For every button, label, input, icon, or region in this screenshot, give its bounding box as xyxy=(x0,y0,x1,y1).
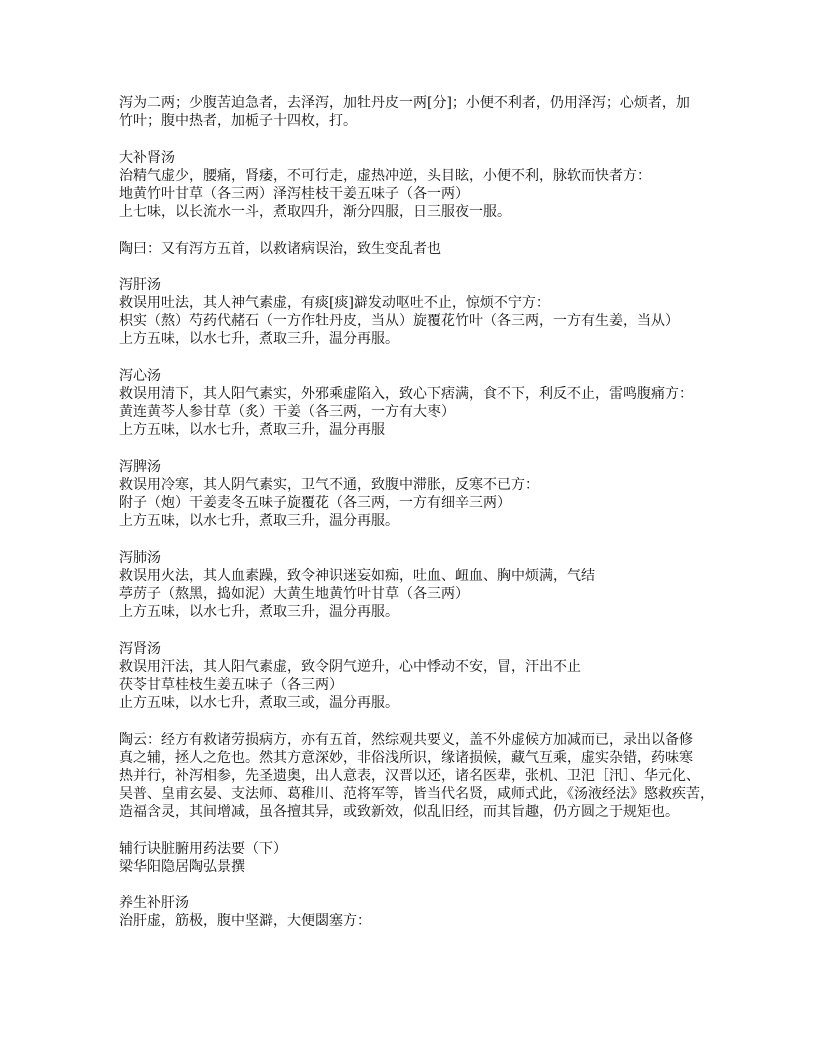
text-line: 葶苈子（熬黑，捣如泥）大黄生地黄竹叶甘草（各三两） xyxy=(119,586,469,603)
text-line: 上七味，以长流水一斗，煮取四升，渐分四服，日三服夜一服。 xyxy=(119,204,511,221)
text-line: 造福含灵，其间增减，虽各擅其异，或致新效，似乱旧经，而其旨趣，仍方圆之于规矩也。 xyxy=(119,804,679,821)
text-line: 泻心汤 xyxy=(119,367,161,384)
document-page xyxy=(119,94,719,931)
text-line: 附子（炮）干姜麦冬五味子旋覆花（各三两，一方有细辛三两） xyxy=(119,495,511,512)
text-line: 救误用冷寒，其人阴气素实，卫气不通，致腹中滞胀，反寒不已方： xyxy=(119,476,539,493)
blank-line xyxy=(119,221,719,239)
text-line: 救误用吐法，其人神气素虚，有痰[痰]澼发动呕吐不止，惊烦不宁方： xyxy=(119,295,550,312)
blank-line xyxy=(119,712,719,730)
text-line: 黄连黄芩人参甘草（炙）干姜（各三两，一方有大枣） xyxy=(119,404,455,421)
text-line: 热并行，补泻相参，先圣遗奥，出人意表，汉晋以还，诸名医辈，张机、卫汜［汛］、华元化、 xyxy=(119,767,700,784)
text-line: 大补肾汤 xyxy=(119,149,175,166)
text-line: 泻肾汤 xyxy=(119,640,161,657)
text-line: 上方五味，以水七升，煮取三升，温分再服。 xyxy=(119,604,399,621)
text-line: 梁华阳隐居陶弘景撰 xyxy=(119,858,245,875)
text-line: 泻为二两；少腹苦迫急者，去泽泻，加牡丹皮一两[分]；小便不利者，仍用泽泻；心烦者，加 xyxy=(119,95,690,111)
text-line: 救误用清下，其人阳气素实，外邪乘虚陷入，致心下痞满，食不下，利反不止，雷鸣腹痛方： xyxy=(119,386,693,402)
text-line: 上方五味，以水七升，煮取三升，温分再服 xyxy=(119,422,385,439)
text-line: 真之辅，拯人之危也。然其方意深妙，非俗浅所识，缘诸损候，藏气互乘，虚实杂错，药味寒 xyxy=(119,749,693,766)
text-line: 吴普、皇甫玄晏、支法师、葛稚川、范将军等，皆当代名贤，咸师式此，《汤液经法》愍救疾苦， xyxy=(119,786,714,803)
blank-line xyxy=(119,440,719,458)
text-line: 茯苓甘草桂枝生姜五味子（各三两） xyxy=(119,677,343,693)
blank-line xyxy=(119,621,719,639)
text-line: 枳实（熬）芍药代赭石（一方作牡丹皮，当从）旋覆花竹叶（各三两，一方有生姜，当从） xyxy=(119,313,679,330)
text-line: 辅行诀脏腑用药法要（下） xyxy=(119,840,287,857)
text-line: 止方五味，以水七升，煮取三或，温分再服。 xyxy=(119,695,399,712)
text-line: 泻肺汤 xyxy=(119,549,161,566)
text-line: 陶曰：又有泻方五首，以救诸病误治，致生变乱者也 xyxy=(119,240,441,257)
blank-line xyxy=(119,822,719,840)
text-line: 治肝虚，筋极，腹中坚澼，大便閟塞方： xyxy=(119,913,371,930)
blank-line xyxy=(119,258,719,276)
text-line: 治精气虚少，腰痛，肾痿，不可行走，虚热冲逆，头目眩，小便不利，脉软而快者方： xyxy=(119,167,651,184)
text-line: 竹叶；腹中热者，加栀子十四枚，打。 xyxy=(119,113,357,130)
text-line: 救误用汗法，其人阳气素虚，致令阴气逆升，心中悸动不安，冒，汗出不止 xyxy=(119,658,581,675)
blank-line xyxy=(119,876,719,894)
blank-line xyxy=(119,349,719,367)
text-line: 上方五味，以水七升，煮取三升，温分再服。 xyxy=(119,513,399,530)
text-line: 泻脾汤 xyxy=(119,458,161,475)
blank-line xyxy=(119,531,719,549)
text-line: 救误用火法，其人血素躁，致令神识迷妄如痴，吐血、衄血、胸中烦满，气结 xyxy=(119,567,595,584)
text-line: 养生补肝汤 xyxy=(119,895,189,912)
text-line: 地黄竹叶甘草（各三两）泽泻桂枝干姜五味子（各一两） xyxy=(119,185,469,202)
text-line: 上方五味，以水七升，煮取三升，温分再服。 xyxy=(119,331,399,348)
text-line: 陶云：经方有救诸劳损病方，亦有五首，然综观共要义，盖不外虚候方加减而已，录出以备修 xyxy=(119,731,693,748)
text-line: 泻肝汤 xyxy=(119,276,161,293)
blank-line xyxy=(119,130,719,148)
